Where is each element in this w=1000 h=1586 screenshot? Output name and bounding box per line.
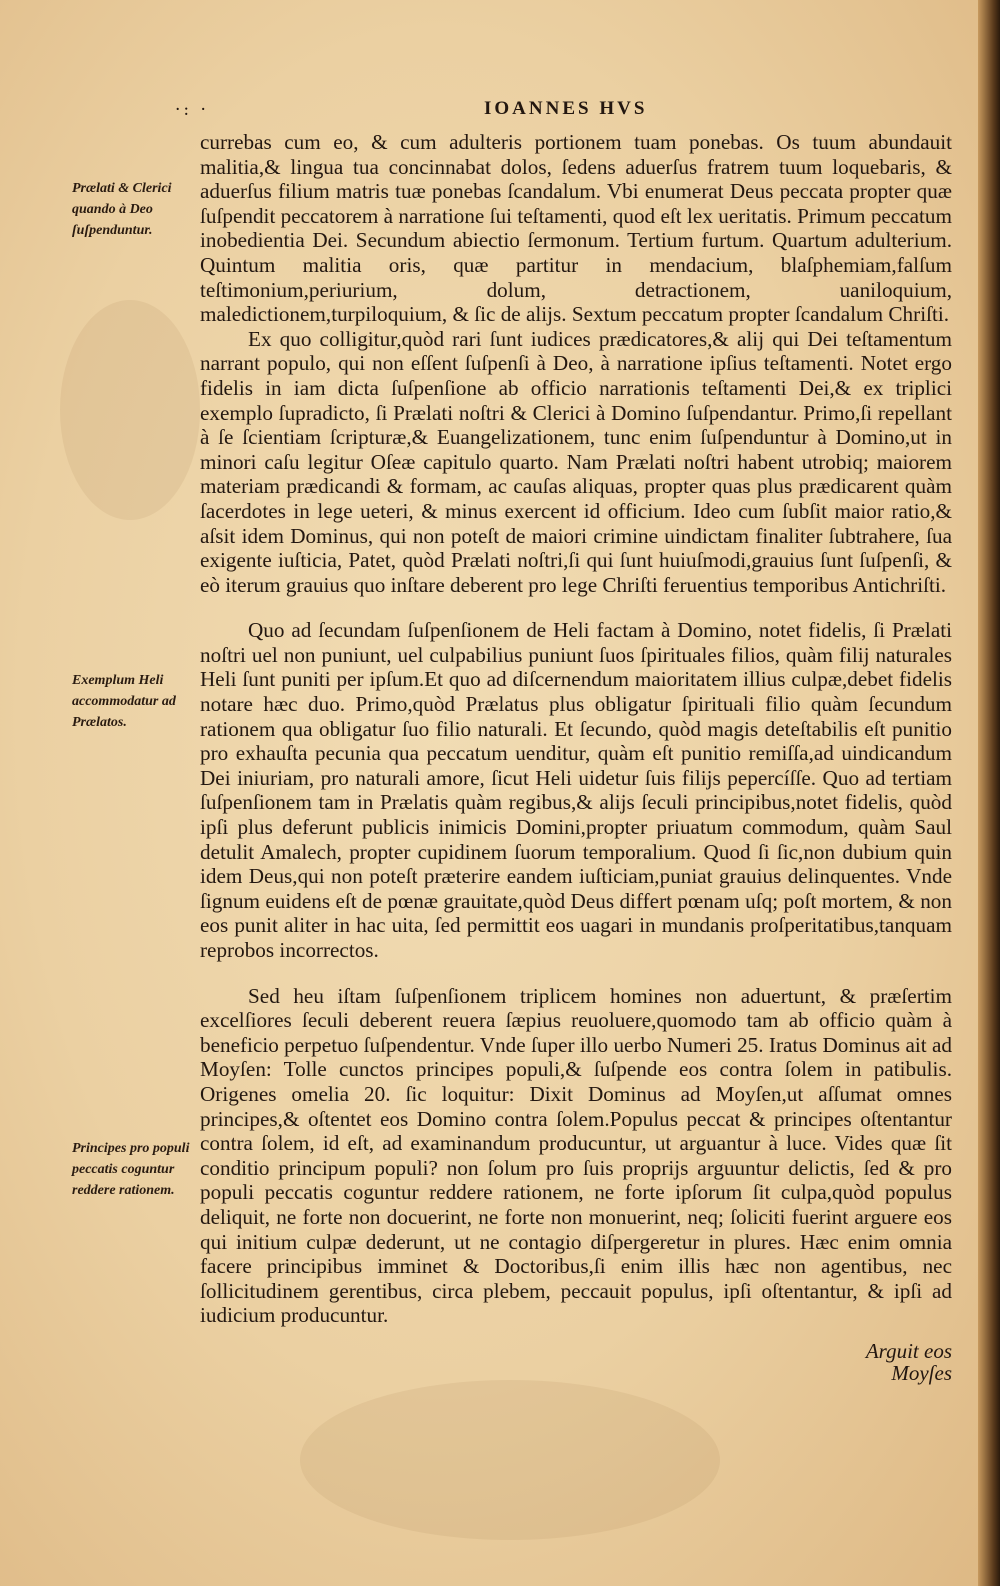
folio-mark: ·: · <box>175 100 209 120</box>
paragraph: Ex quo colligitur,quòd rari ſunt iudices prædicatores,& alij qui Dei teſtamentum narrant populo, qui non eſſent ſuſpenſi à Deo, à narratione ipſius teſtamenti. Notet ergo fidelis in iam dicta ſuſpenſione ab officio narrationis teſtamenti Dei,& ex triplici exemplo ſupradicto, ſi Prælati noſtri & Clerici à Domino ſuſpendantur. Primo,ſi repellant à ſe ſcientiam ſcripturæ,& Euangelizationem, tunc enim ſuſpenduntur à Domino,ut in minori caſu legitur Oſeæ capitulo quarto. Nam Prælati noſtri habent utrobiq; maiorem materiam prædicandi & formam, ac cauſas aliquas, propter quas plus prædicarent quàm ſacerdotes in lege ueteri, & minus exercent id officium. Ideo cum ſubſit maior ratio,& aſsit idem Dominus, qui non poteſt de maiori crimine uindictam finaliter ſubtrahere, ſua exigente iuſticia, Patet, quòd Prælati noſtri,ſi qui ſunt huiuſmodi,grauius ſunt ſuſpenſi, & eò iterum grauius quo inſtare deberent pro lege Chriſti feruentius temporibus Antichriſti. <box>200 326 952 597</box>
paragraph: Quo ad ſecundam ſuſpenſionem de Heli factam à Domino, notet fidelis, ſi Prælati noſtri uel non puniunt, uel culpabilius puniunt ſuos ſpirituales filios, quàm filij naturales Heli ſunt puniti per ipſum.Et quo ad diſcernendum maioritatem illius culpæ,debet fidelis notare hæc duo. Primo,quòd Prælatus plus obligatur ſpirituali filio quàm ſecundum rationem qua obligatur ſuo filio naturali. Et ſecundo, quòd magis deteſtabilis eſt punitio pro exhauſta pecunia qua peccatum uenditur, quàm eſt punitio remiſſa,ad uindicandum Dei iniuriam, pro naturali amore, ſicut Heli uidetur ſuis filijs pepercíſſe. Quo ad tertiam ſuſpenſionem tam in Prælatis quàm regibus,& alijs ſeculi principibus,notet fidelis, quòd ipſi plus deferunt publicis inimicis Domini,propter priuatum commodum, quàm Saul detulit Amalech, propter cupidinem ſuorum temporalium. Quod ſi ſic,non dubium quin idem Deus,qui non poteſt præterire eandem iuſticiam,puniat grauius delinquentes. Vnde ſignum euidens eſt de pœnæ grauitate,quòd Deus differt pœnam uſq; poſt mortem, & non eos punit aliter in hac uita, ſed permittit eos uagari in mundanis proſperitatibus,tanquam reprobos incorrectos. <box>200 618 952 962</box>
paper-stain <box>300 1380 720 1540</box>
margin-note: Exemplum Heli accommodatur ad Prælatos. <box>72 673 176 730</box>
paragraph: currebas cum eo, & cum adulteris portionem tuam ponebas. Os tuum abundauit malitia,& lingua tua concinnabat dolos, ſedens aduerſus fratrem tuum loquebaris, & aduerſus filium matris tuæ ponebas ſcandalum. Vbi enumerat Deus peccata propter quæ ſuſpendit peccatorem à narratione ſui teſtamenti, quod eſt lex ueritatis. Primum peccatum inobedientia Dei. Secundum abiectio ſermonum. Tertium furtum. Quartum adulterium. Quintum malitia oris, quæ partitur in mendacium, blaſphemiam,falſum teſtimonium,periurium, dolum, detractionem, uaniloquium, maledictionem,turpiloquium, & ſic de alijs. Sextum peccatum propter ſcandalum Chriſti. <box>200 130 952 327</box>
running-head <box>0 98 978 124</box>
margin-note: Principes pro populi peccatis coguntur reddere rationem. <box>72 1141 190 1198</box>
running-head-title: IOANNES HVS <box>484 98 648 119</box>
paper-stain <box>60 300 200 520</box>
margin-note: Prælati & Clerici quando à Deo ſuſpenduntur. <box>72 181 172 238</box>
catchword: Arguit eos Moyſes <box>865 1339 952 1385</box>
paragraph: Sed heu iſtam ſuſpenſionem triplicem homines non aduertunt, & præſertim excelſiores ſeculi deberent reuera ſæpius reuoluere,quomodo tam ab officio quàm à beneficio perpetuo ſuſpendentur. Vnde ſuper illo uerbo Numeri 25. Iratus Dominus ait ad Moyſen: Tolle cunctos principes populi,& ſuſpende eos contra ſolem in patibulis. Origenes omelia 20. ſic loquitur: Dixit Dominus ad Moyſen,ut aſſumat omnes principes,& oſtentet eos Domino contra ſolem.Populus peccat & principes oſtentantur contra ſolem, id eſt, ad examinandum producuntur, ut arguantur à luce. Vides quæ ſit conditio principum populi? non ſolum pro ſuis proprijs arguuntur delictis, ſed & pro populi peccatis coguntur reddere rationem, ne forte ipſorum ſit culpa,quòd populus deliquit, ne forte non docuerint, ne forte non monuerint, neq; ſoliciti fuerint arguere eos qui initium culpæ dederunt, ut ne contagio diſpergeretur in plures. Hæc enim omnia facere principibus imminet & Doctoribus,ſi enim illis hæc non agentibus, nec ſollicitudinem gerentibus, circa plebem, peccauit populus, ipſi oſtentantur, & ipſi ad iudicium producuntur. <box>200 983 952 1328</box>
main-text <box>200 130 952 1328</box>
binding-edge <box>978 0 1000 1586</box>
